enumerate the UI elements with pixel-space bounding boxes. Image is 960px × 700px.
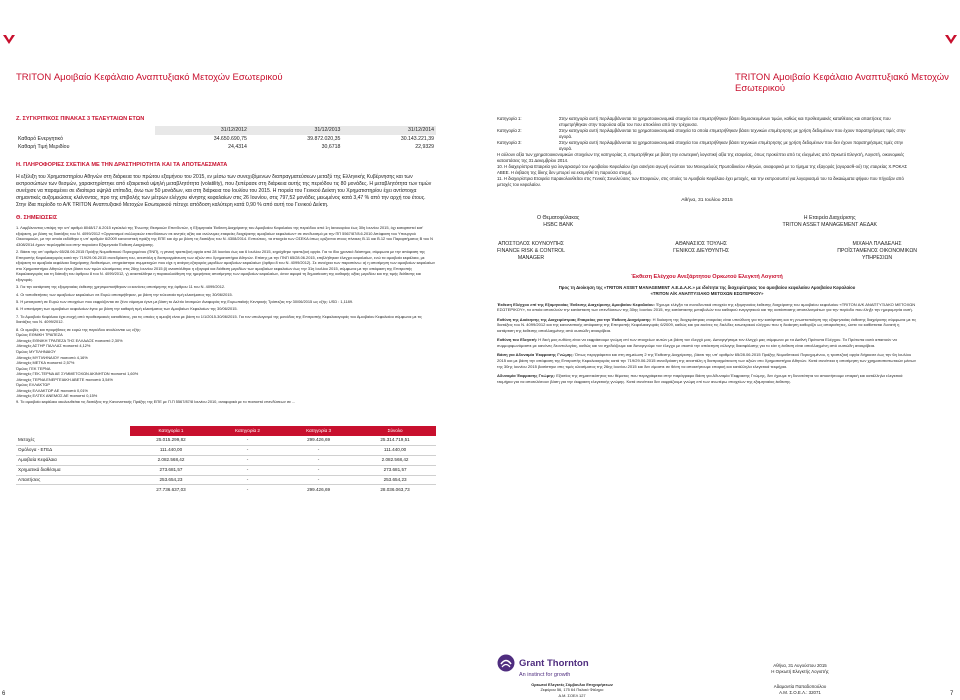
category-col-header: Κατηγορία 3	[283, 426, 354, 436]
address-line: Ζεφύρου 56, 175 64 Παλαιό Φάληρο	[540, 687, 604, 693]
auditor-firm-address	[497, 682, 647, 698]
cell-value: 253.654,23	[354, 475, 436, 485]
category-note-text: Στην κατηγορία αυτή περιλαμβάνονται τα χρηματοοικονομικά στοιχεία του επιμετρήθηκαν βάσει δημοσιευμένων τιμών, καθώς και προθεσμιακές καταθέσεις και απαιτήσεις που επιμετρήθηκαν στην παρούσα αξία του που αποκλίνει από την τρέχουσα.	[559, 116, 891, 128]
category-col-header: Κατηγορία 1	[130, 426, 212, 436]
note-item: 1. Λαμβάνοντας υπόψη την υπ' αριθμό 8048/17.6.2015 εγκύκλιό της Ένωσης Θεσμικών Επενδυτών, η Εξαμηνιαία Έκθεση Διαχείρισης του Αμοιβαίου Κεφαλαίου της περιόδου από 1η Ιανουαρίου έως 30η Ιουνίου 2015, όχι καταρτιστεί κατ' εξαίρεση, με βάση τις διατάξεις του Ν. 4099/2012 «Οργανισμοί συλλογικών επενδύσεων σε κινητές αξίες και ανώνυμες εταιρείες διαχείρισης αμοιβαίων κεφαλαίων» σε συνδυασμό με την ΠΠ 5567/87/8.6.2010 Απόφαση του Υπουργού Οικονομικών, με την οποία εκδόθηκε η υπ' αριθμόν 6/2009 κανονιστική πράξη της ΕΠΕ και όχι με βάση τις διατάξεις του Ν. 4308/2014. Ενπούτοις, τα στοιχεία των ΟΣΕΚΑ όπως ορίζονται στους πίνακες Β.11 και Β.12 του Παραρτήματος Β του Ν 4308/2014 έχουν περιληφθεί και στην παρούσα Εξαμηνιαία Έκθεση Διαχείρισης.	[16, 225, 433, 247]
note-item: 8. Οι αμοιβές και προμήθειες σε ευρώ της περιόδου αναλύονται ως εξής:	[16, 326, 141, 332]
table-row	[16, 465, 436, 475]
cell-value: -	[283, 465, 354, 475]
category-note-text: Στην κατηγορία αυτή περιλαμβάνονται τα χρηματοοικονομικά στοιχεία του επιμετρήθηκαν βάσει τεχνικών επιμέτρησης με χρήση δεδομένων που δεν έχουν παρατηρήσιμες τιμές στην αγορά.	[559, 140, 903, 152]
table-row	[16, 135, 436, 144]
table-row	[16, 144, 436, 153]
cell-value: 299.426,69	[283, 436, 354, 445]
notes-heading: Θ. ΣΗΜΕΙΩΣΕΙΣ	[16, 215, 58, 222]
audit-paragraph-heading: Έκθεση Ελέγχου επί της Εξαμηνιαίας Έκθεσης Διαχείρισης Αμοιβαίου Κεφαλαίου:	[497, 301, 655, 307]
note-item: 5. Η μετατροπή σε Ευρώ των στοιχείων που εκφράζονται σε ξένο νόμισμα έγινε με βάση το Δελτίο Ισοτιμιών Αναφοράς της Ευρωπαϊκής Κεντρικής Τράπεζας την 30/06/2015 ως εξής: USD : 1,1189.	[16, 299, 354, 305]
audit-paragraph	[497, 352, 917, 369]
signatory	[497, 241, 565, 262]
categories-table	[16, 426, 436, 494]
signatory-role: Η Εταιρεία Διαχείρισης	[803, 215, 856, 222]
cell-value: 273.681,57	[354, 465, 436, 475]
report-date: Αθήνα, 31 Ιουλίου 2015	[681, 198, 733, 204]
cell-value: 30.143.221,39	[400, 135, 434, 142]
triton-logo-icon	[944, 32, 958, 46]
cell-value: -	[212, 445, 283, 455]
fees-line: -Μετοχές ΓΕΚ-ΤΕΡΝΑ ΑΕ ΣΥΜΜΕΤΟΧΩΝ ΑΚΙΝΗΤΩΝ ποσοστό 1,60%	[16, 371, 139, 377]
signatory-name: ΑΘΑΝΑΣΙΟΣ ΤΟΥΛΗΣ	[675, 241, 727, 248]
auditor-signature-block	[740, 663, 860, 697]
page-header-title: TRITON Αμοιβαίο Κεφάλαιο Αναπτυξιακό Μετοχών Εσωτερικού	[735, 72, 949, 94]
address-line: Α.Μ. ΣΟΕΛ 127	[558, 692, 586, 698]
signatories-row	[497, 241, 917, 262]
audit-paragraph-heading: Βάση για Αδυναμία Έκφρασης Γνώμης:	[497, 352, 574, 358]
cell-value: -	[283, 445, 354, 455]
cell-value: 30,6718	[321, 144, 341, 151]
total-value: -	[246, 486, 249, 492]
row-label: Ομόλογα - ΕΓΕΔ	[16, 445, 130, 455]
left-page	[16, 116, 436, 494]
cell-value: 34.650.690,75	[213, 135, 247, 142]
audit-paragraph-heading: Αδυναμία Έκφρασης Γνώμης:	[497, 373, 556, 379]
category-col-header: Κατηγορία 2	[212, 426, 283, 436]
audit-paragraph-text: Η δική μας ευθύνη είναι να εκφράσουμε γνώμη επί των στοιχείων αυτών με βάση τον έλεγχό μας. Διενεργήσαμε τον έλεγχό μας σύμφωνα με τα Διεθνή Πρότυπα Ελέγχου. Τα Πρότυπα αυτά απαιτούν να συμμορφωνόμαστε με κανόνες δεοντολογίας, καθώς και να σχεδιάζουμε και διενεργούμε τον έλεγχο με σκοπό την απόκτηση εύλογης διασφάλισης για το εάν η έκθεση είναι απαλλαγμένη από ουσιώδη ανακρίβεια.	[497, 337, 897, 349]
audit-paragraph-text: Εξαιτίας της σημαντικότητας του θέματος που περιγράφεται στην παράγραφο Βάση για Αδυναμία Έκφρασης Γνώμης, δεν έχουμε τη δυνατότητα να αποκτήσουμε επαρκή και κατάλληλα ελεγκτικά τεκμήρια για να αποτελέσουν βάση για την έκφραση ελεγκτικής γνώμης. Κατά συνέπεια δεν εκφράζουμε γνώμη επί των ανωτέρω στοιχείων της εξαμηνιαίας έκθεσης.	[497, 373, 903, 384]
signatory-name: ΜΙΧΑΗΛ ΠΛΑΔΕΛΗΣ	[852, 241, 902, 248]
total-row	[16, 485, 436, 494]
grant-thornton-icon	[497, 654, 515, 672]
cell-value: 111.440,00	[354, 445, 436, 455]
signatory-role: MANAGER	[517, 255, 545, 262]
cell-value: -	[212, 455, 283, 465]
cell-value: -	[212, 475, 283, 485]
cell-value: -	[283, 455, 354, 465]
note-item: Η αύλουν αξία των χρηματοοικονομικών στοιχείων της κατηγορίας 3, επιμετρήθηκε με βάση την εσωτερική λογιστική αξία της εταιρείας, όπως προκύπτει από τις ελεγμένες από Ορκωτό Ελεγκτή, Λογιστή, οικονομικές καταστάσεις της 31 Δεκεμβρίου 2014.	[497, 152, 905, 164]
fees-line: -Μετοχές ΤΕΡΝΑ ΕΝΕΡΓΕΙΑΚΗ ΑΒΕΤΕ ποσοστό 3,54%	[16, 376, 114, 382]
note-item: 7. Το Αμοιβαίο Κεφάλαιο έχει ενοχή από προθεσμιακές καταθέσεις, για τις οποίες η αμοιβή είναι με βάση το 1/1/2015-30/06/2015. Για τον υπολογισμό της μονάδας της Επιτροπής Κεφαλαιαγοράς του Αμοιβαίου Κεφαλαίου σύμφωνα με τις διατάξεις του Ν. 4099/2012.	[16, 313, 422, 325]
fees-line: -Μετοχές ΕΛΤΕΧ ΑΝΕΜΟΣ ΑΕ ποσοστό 0,15%	[16, 393, 98, 399]
fees-line: -Μετοχές ΑΣΤΗΡ ΠΑΛΛΑΣ ποσοστό 4,12%	[16, 343, 91, 349]
address-line: Ορκωτοί Ελεγκτές Σύμβουλοι Επιχειρήσεων	[531, 682, 613, 687]
signatory	[537, 215, 579, 229]
note-item: 2. Βάσει της υπ' αριθμόν 65/28.06.2015 Πράξης Νομοθετικού Περιεχομένου (ΠΝΠ), η γενική τραπεζική αργία από 28 Ιουνίου έως και 6 Ιουλίου 2015, κηρύχθηκε τραπεζική αργία. Για το ίδιο χρονικό διάστημα, σύμφωνα με την απόφαση της Επιτροπής Κεφαλαιαγοράς κατά την 719/29.06.2015 συνεδρίαση του, ανεστάλη η διαπραγμάτευση των αξιών στο Χρηματιστήριο Αθηνών. Επίσης με την ΠΝΠ 65/28.06.2015, επιβλήθηκαν έλεγχοι κεφαλαίων, ενώ τα αμοιβαία κεφάλαια, με εξαίρεση τα αμοιβαία κεφάλαια διαχείρισης διαθεσίμων, επηρεάστηκε συμμετοχών που είχε η ανάγκη εξαγοράς μεριδίων αμοιβαίων κεφαλαίων (άρθρο 8 του Ν. 4099/2012). Σε συνέχεια των παραπάνω: α) η αποτίμηση των αμοιβαίων κεφαλαίων στο Χρηματιστήριο Αθηνών έγινε βάσει των τιμών κλεισίματος στις 26ης Ιουνίου 2015 β) αναστάλθηκε η εξαγορά και διάθεση μεριδίων των αμοιβαίων κεφαλαίων έως την 31η Ιουλίου 2015, σύμφωνα με την απόφαση της Επιτροπής Κεφαλαιαγοράς και τη διάταξη του άρθρου 8 του Ν. 4099/2012, γ) αναστάλθηκε η παρακολούθηση της ημερήσιας αποτίμησης των αμοιβαίων κεφαλαίων, όσον αφορά τη δημοσίευση της καθαρής αξίας μεριδίου και της τιμής διάθεσης και εξαγοράς.	[16, 249, 436, 282]
row-label: Απαιτήσεις	[16, 475, 130, 485]
signatory-role: ΥΠΗΡΕΣΙΩΝ	[862, 255, 893, 262]
fees-line: Όμιλος ΓΕΚ ΤΕΡΝΑ	[16, 365, 51, 371]
signatory-name: TRITON ASSET MANAGEMENT ΑΕΔΑΚ	[782, 222, 877, 229]
cell-value: -	[212, 436, 283, 445]
table-row	[16, 436, 436, 445]
fees-line: 9. Το αμοιβαίο κεφάλαιο ακολουθείται τις διατάξεις της Κανονιστικής Πράξης της ΕΠΕ με Π.Π 5567/87/8 Ιουνίου 2010, αναφορικά με το ποσοστό επενδύσεων σε ...	[16, 398, 296, 404]
activity-paragraph: Η εξέλιξη του Χρηματιστηρίου Αθηνών στη διάρκεια του πρώτου εξαμήνου του 2015, εν μέσω των συνεχιζόμενων διαπραγματεύσεων μεταξύ της Ελληνικής Κυβέρνησης και των εκπροσώπων των θεσμών, χαρακτηρίστηκε από εξαιρετικά υψηλή μεταβλητότητα (volatility), που ξεπέρασε στη διάρκεια αυτής της περιόδου τις 80 μονάδες. Η μεταβλητότητα των τιμών συνέχισε να παραμένει σε ιδιαίτερα υψηλά επίπεδα, άνω των 50 μονάδων, και στη διάρκεια του Ιουλίου του 2015. Η πορεία του Γενικού Δείκτη του Χρηματιστηρίου έχει αντίστοιχα σημαντικές αυξομειώσεις κλείνοντας, προ της επιβολής των μέτρων ελέγχου κίνησης κεφαλαίων στις 26 Ιουνίου, στις 797,52 μονάδες μειωμένος κατά 3,47 % από την αρχή του έτους. Στην ίδια περίοδο το Α/Κ TRITON Αναπτυξιακό Μετοχών Εσωτερικού πέτυχε απόδοση καλύτερη κατά 0,90 % από αυτή του Γενικού Δείκτη.	[16, 174, 432, 209]
audit-paragraph	[497, 302, 917, 313]
audit-report-body	[497, 302, 917, 385]
cell-value: 25.314.719,51	[354, 436, 436, 445]
triton-logo-icon	[2, 32, 16, 46]
table-row	[16, 475, 436, 485]
audit-paragraph	[497, 337, 917, 348]
row-label: Αμοιβαία Κεφάλαια	[16, 455, 130, 465]
fees-line: -Μετοχές ΜΥΤΙΛΗΝΑΙΟΥ ποσοστό 4,16%	[16, 354, 88, 360]
section-h-heading: Η. ΠΛΗΡΟΦΟΡΙΕΣ ΣΧΕΤΙΚΑ ΜΕ ΤΗΝ ΔΡΑΣΤΗΡΙΟΤΗΤΑ ΚΑΙ ΤΑ ΑΠΟΤΕΛΕΣΜΑΤΑ	[16, 162, 228, 169]
signatory	[673, 241, 729, 262]
page-number: 6	[2, 691, 6, 697]
cell-value: 273.681,57	[130, 465, 212, 475]
comparison-header-row	[16, 126, 436, 135]
cell-value: 253.654,23	[130, 475, 212, 485]
category-note-label: Κατηγορία 1:	[497, 116, 522, 121]
audit-report-subtitle	[497, 285, 917, 297]
cell-value: -	[283, 475, 354, 485]
comparison-col-header: 31/12/2012	[155, 126, 249, 135]
cell-value: 2.082.568,42	[354, 455, 436, 465]
table-row	[16, 455, 436, 465]
signatories-row	[497, 215, 917, 229]
total-value: 27.736.637,03	[156, 486, 186, 492]
audit-report-title: Έκθεση Ελέγχου Ανεξάρτητου Ορκωτού Ελεγκτή Λογιστή	[631, 274, 783, 281]
comparison-col-header: 31/12/2013	[249, 126, 343, 135]
total-value: 28.036.063,73	[380, 486, 410, 492]
signatory-name: ΑΠΟΣΤΟΛΟΣ ΚΟΥΝΟΥΠΗΣ	[498, 241, 564, 248]
note-item: 3. Για την κατάρτιση της εξαμηνιαίας έκθεσης χρησιμοποιήθηκαν οι κανόνες αποτίμησης της άρθρου 11 του Ν. 4099/2012.	[16, 284, 226, 290]
total-value: 299.426,69	[307, 486, 331, 492]
signatory-role: ΠΡΟΪΣΤΑΜΕΝΟΣ ΟΙΚΟΝΟΜΙΚΩΝ	[837, 248, 917, 255]
cell-value: 25.015.299,82	[130, 436, 212, 445]
page-number: 7	[950, 691, 954, 697]
cell-value: 39.872.020,35	[307, 135, 341, 142]
cell-value: -	[212, 465, 283, 475]
grant-thornton-logo	[497, 654, 697, 672]
signatory-role: ΓΕΝΙΚΟΣ ΔΙΕΥΘΥΝΤΗΣ	[673, 248, 730, 255]
auditor-firm-tagline: An instinct for growth	[519, 672, 571, 678]
category-note-label: Κατηγορία 3:	[497, 140, 522, 146]
note-item: 4. Οι τοποθετήσεις των αμοιβαίων κεφαλαίων σε Ευρώ αποτιμήθηκαν, με βάση την τελευταία τιμή κλεισίματος της 30/06/2015.	[16, 291, 233, 297]
auditor-sign-name: Αδαμαντία Παπαδοπούλου	[773, 683, 827, 689]
auditor-firm-name: Grant Thornton	[519, 657, 589, 669]
right-page	[497, 116, 917, 388]
audit-paragraph-text: Όπως περιγράφεται και στη σημείωση 2 της Έκθεσης Διαχείρισης, βάσει της υπ' αριθμόν 65/28.06.2015 Πράξης Νομοθετικού Περιεχομένου, η τραπεζική αργία διήρκεσε έως την 6η Ιουλίου 2015 και με βάση την απόφαση της Επιτροπής Κεφαλαιαγοράς κατά την 719/29.06.2015 συνεδρίαση της ανεστάλη η διαπραγμάτευση των αξιών στο Χρηματιστήριο Αθηνών. Κατά συνέπεια η αποτίμηση των χρηματοπιστωτικών μέσων της 30ης Ιουνίου 2015 βασίστηκε στις τιμές κλεισίματος της 26ης Ιουνίου 2015 και δεν είμαστε σε θέση να αποκτήσουμε επαρκή και κατάλληλα ελεγκτικά τεκμήρια.	[497, 352, 916, 369]
cell-value: 2.082.568,42	[130, 455, 212, 465]
audit-paragraph-heading: Ευθύνη της Διοίκησης της Διαχειρίστριας Εταιρείας για την Έκθεση Διαχείρισης:	[497, 316, 652, 322]
category-note	[497, 128, 917, 140]
auditor-sign-role: Η Ορκωτή Ελεγκτής Λογιστής	[771, 669, 829, 675]
row-label: Χρηματικά διαθέσιμα	[16, 465, 130, 475]
signatory	[782, 215, 877, 229]
cell-value: 111.440,00	[130, 445, 212, 455]
audit-paragraph-heading: Ευθύνη του Ελεγκτή:	[497, 337, 538, 343]
table-row	[16, 445, 436, 455]
section-z-heading: Ζ. ΣΥΓΚΡΙΤΙΚΟΣ ΠΙΝΑΚΑΣ 3 ΤΕΛΕΥΤΑΙΩΝ ΕΤΩΝ	[16, 116, 145, 122]
row-label: Καθαρή Τιμή Μεριδίου	[18, 144, 70, 151]
fees-line: -Μετοχές ΕΘΝΙΚΗ ΤΡΑΠΕΖΑ ΤΗΣ ΕΛΛΑΔΟΣ ποσοστό 2,30%	[16, 337, 123, 343]
fees-line: Όμιλος ΕΛΛΑΚΤΩΡ	[16, 382, 50, 388]
signatory-role: Ο Θεματοφύλακας	[537, 215, 580, 222]
page-header-title: TRITON Αμοιβαίο Κεφάλαιο Αναπτυξιακό Μετοχών Εσωτερικού	[16, 72, 283, 83]
row-label: Μετοχές	[16, 436, 130, 445]
fees-line: -Μετοχές ΕΛΛΑΚΤΩΡ ΑΕ ποσοστό 0,01%	[16, 387, 88, 393]
audit-paragraph	[497, 373, 917, 384]
fees-line: -Μετοχές METKA ποσοστό 2,57%	[16, 360, 75, 366]
audit-paragraph-text: Η διοίκηση της διαχειρίστριας εταιρείας είναι υπεύθυνη για την κατάρτιση και τη γνωστοποίηση της εξαμηνιαίας έκθεσης διαχείρισης σύμφωνα με τις διατάξεις του Ν. 4099/2012 και της κανονιστικής απόφασης της Επιτροπής Κεφαλαιαγοράς 6/2009, καθώς και για εκείνες τις δικλίδες εσωτερικού ελέγχου που η διοίκηση καθορίζει ως απαραίτητες, ώστε να καθίσταται δυνατή η κατάρτιση της έκθεσης απαλλαγμένης από ουσιώδη ανακρίβεια.	[497, 316, 917, 334]
category-col-header: Σύνολο	[354, 426, 436, 436]
category-note-text: Στην κατηγορία αυτή περιλαμβάνονται τα χρηματοοικονομικά στοιχεία τα οποία επιμετρήθηκαν βάσει τεχνικών επιμέτρησης με χρήση δεδομένων που έχουν παρατηρήσιμες τιμές στην αγορά.	[559, 128, 906, 140]
audit-paragraph	[497, 317, 917, 334]
signatory-role: FINANCE RISK & CONTROL	[497, 248, 566, 255]
signatory-name: HSBC BANK	[543, 222, 574, 229]
row-label: Καθαρό Ενεργητικό	[18, 135, 63, 142]
fees-line: Όμιλος ΕΘΝΙΚΗ ΤΡΑΠΕΖΑ	[16, 332, 63, 338]
audit-addressee: Προς τη Διοίκηση της «TRITON ASSET MANAGEMENT Α.Ε.Δ.Α.Κ.» με ιδιότητα της διαχειρίστριας του αμοιβαίου κεφαλαίου Αμοιβαίου Κεφαλαίου	[558, 285, 856, 291]
category-note	[497, 116, 917, 128]
comparison-table	[16, 126, 436, 153]
fees-list	[16, 332, 436, 404]
note-item: 10. Η διαχειρίστρια Εταιρεία για λογαριασμό του Αμοιβαίου Κεφαλαίου έχει ασκήσει αγωγή ενώπιον του Μονομελούς Πρωτοδικείου Αθηνών, αναφορικά με το τίμημα της εξαγοράς (αγορασθ-ού) της εταιρείας Χ.ΡΟΚΑΣ ΑΒΕΕ. Η έκβαση της δίκης δεν μπορεί να εκτιμηθεί τη παρούσα στιγμή.	[497, 164, 908, 176]
cell-value: 24,4314	[228, 144, 247, 151]
note-item: 11. Η διαχειρίστρια Εταιρεία παρακολουθείται στις Γενικές Συνελεύσεις των Εταιρειών, στις οποίες το Αμοιβαίο Κεφάλαιο έχει μετοχές, και την εκπροσωπεί για λογαριασμό του τα δικαιώματα ψήφου που πήγαζαν από μετοχές του κεφαλαίου.	[497, 176, 904, 188]
category-note	[497, 140, 917, 152]
audit-paragraph-text: Έχουμε ελέγξει τα συνοδευτικά στοιχεία της εξαμηνιαίας έκθεσης διαχείρισης του αμοιβαίου κεφαλαίου «TRITON Α/Κ ΑΝΑΠΤΥΞΙΑΚΟ ΜΕΤΟΧΩΝ ΕΣΩΤΕΡΙΚΟΥ», τα οποία αποτελούν την κατάσταση των επενδύσεων της 30ης Ιουνίου 2015, της κατάστασης μεταβολών του καθαρού ενεργητικού και της κατάστασης αποτελεσμάτων για την περίοδο που έληξε την ημερομηνία αυτή.	[497, 301, 916, 313]
categories-header-row	[16, 426, 436, 436]
category-notes	[497, 116, 917, 188]
signatory	[837, 241, 917, 262]
category-note-label: Κατηγορία 2:	[497, 128, 522, 134]
note-item: 6. Η αποτίμηση των αμοιβαίων κεφαλαίων έγινε με βάση την καθαρή τιμή κλεισίματος των Αμοιβαίων Κεφαλαίων της 30/06/2015.	[16, 306, 238, 312]
cell-value: 22,9329	[415, 144, 434, 151]
auditor-firm-block	[497, 654, 697, 698]
auditor-sign-id: Α.Μ. Σ.Ο.Ε.Λ.: 32071	[779, 690, 821, 696]
fees-line: Όμιλος ΜΥΤΙΛΗΝΑΙΟΥ	[16, 349, 56, 354]
comparison-col-header: 31/12/2014	[342, 126, 436, 135]
audit-fund-name: «TRITON Α/Κ ΑΝΑΠΤΥΞΙΑΚΟ ΜΕΤΟΧΩΝ ΕΣΩΤΕΡΙΚΟΥ»	[650, 290, 764, 296]
auditor-sign-date: Αθήνα, 31 Αυγούστου 2015	[773, 663, 827, 668]
